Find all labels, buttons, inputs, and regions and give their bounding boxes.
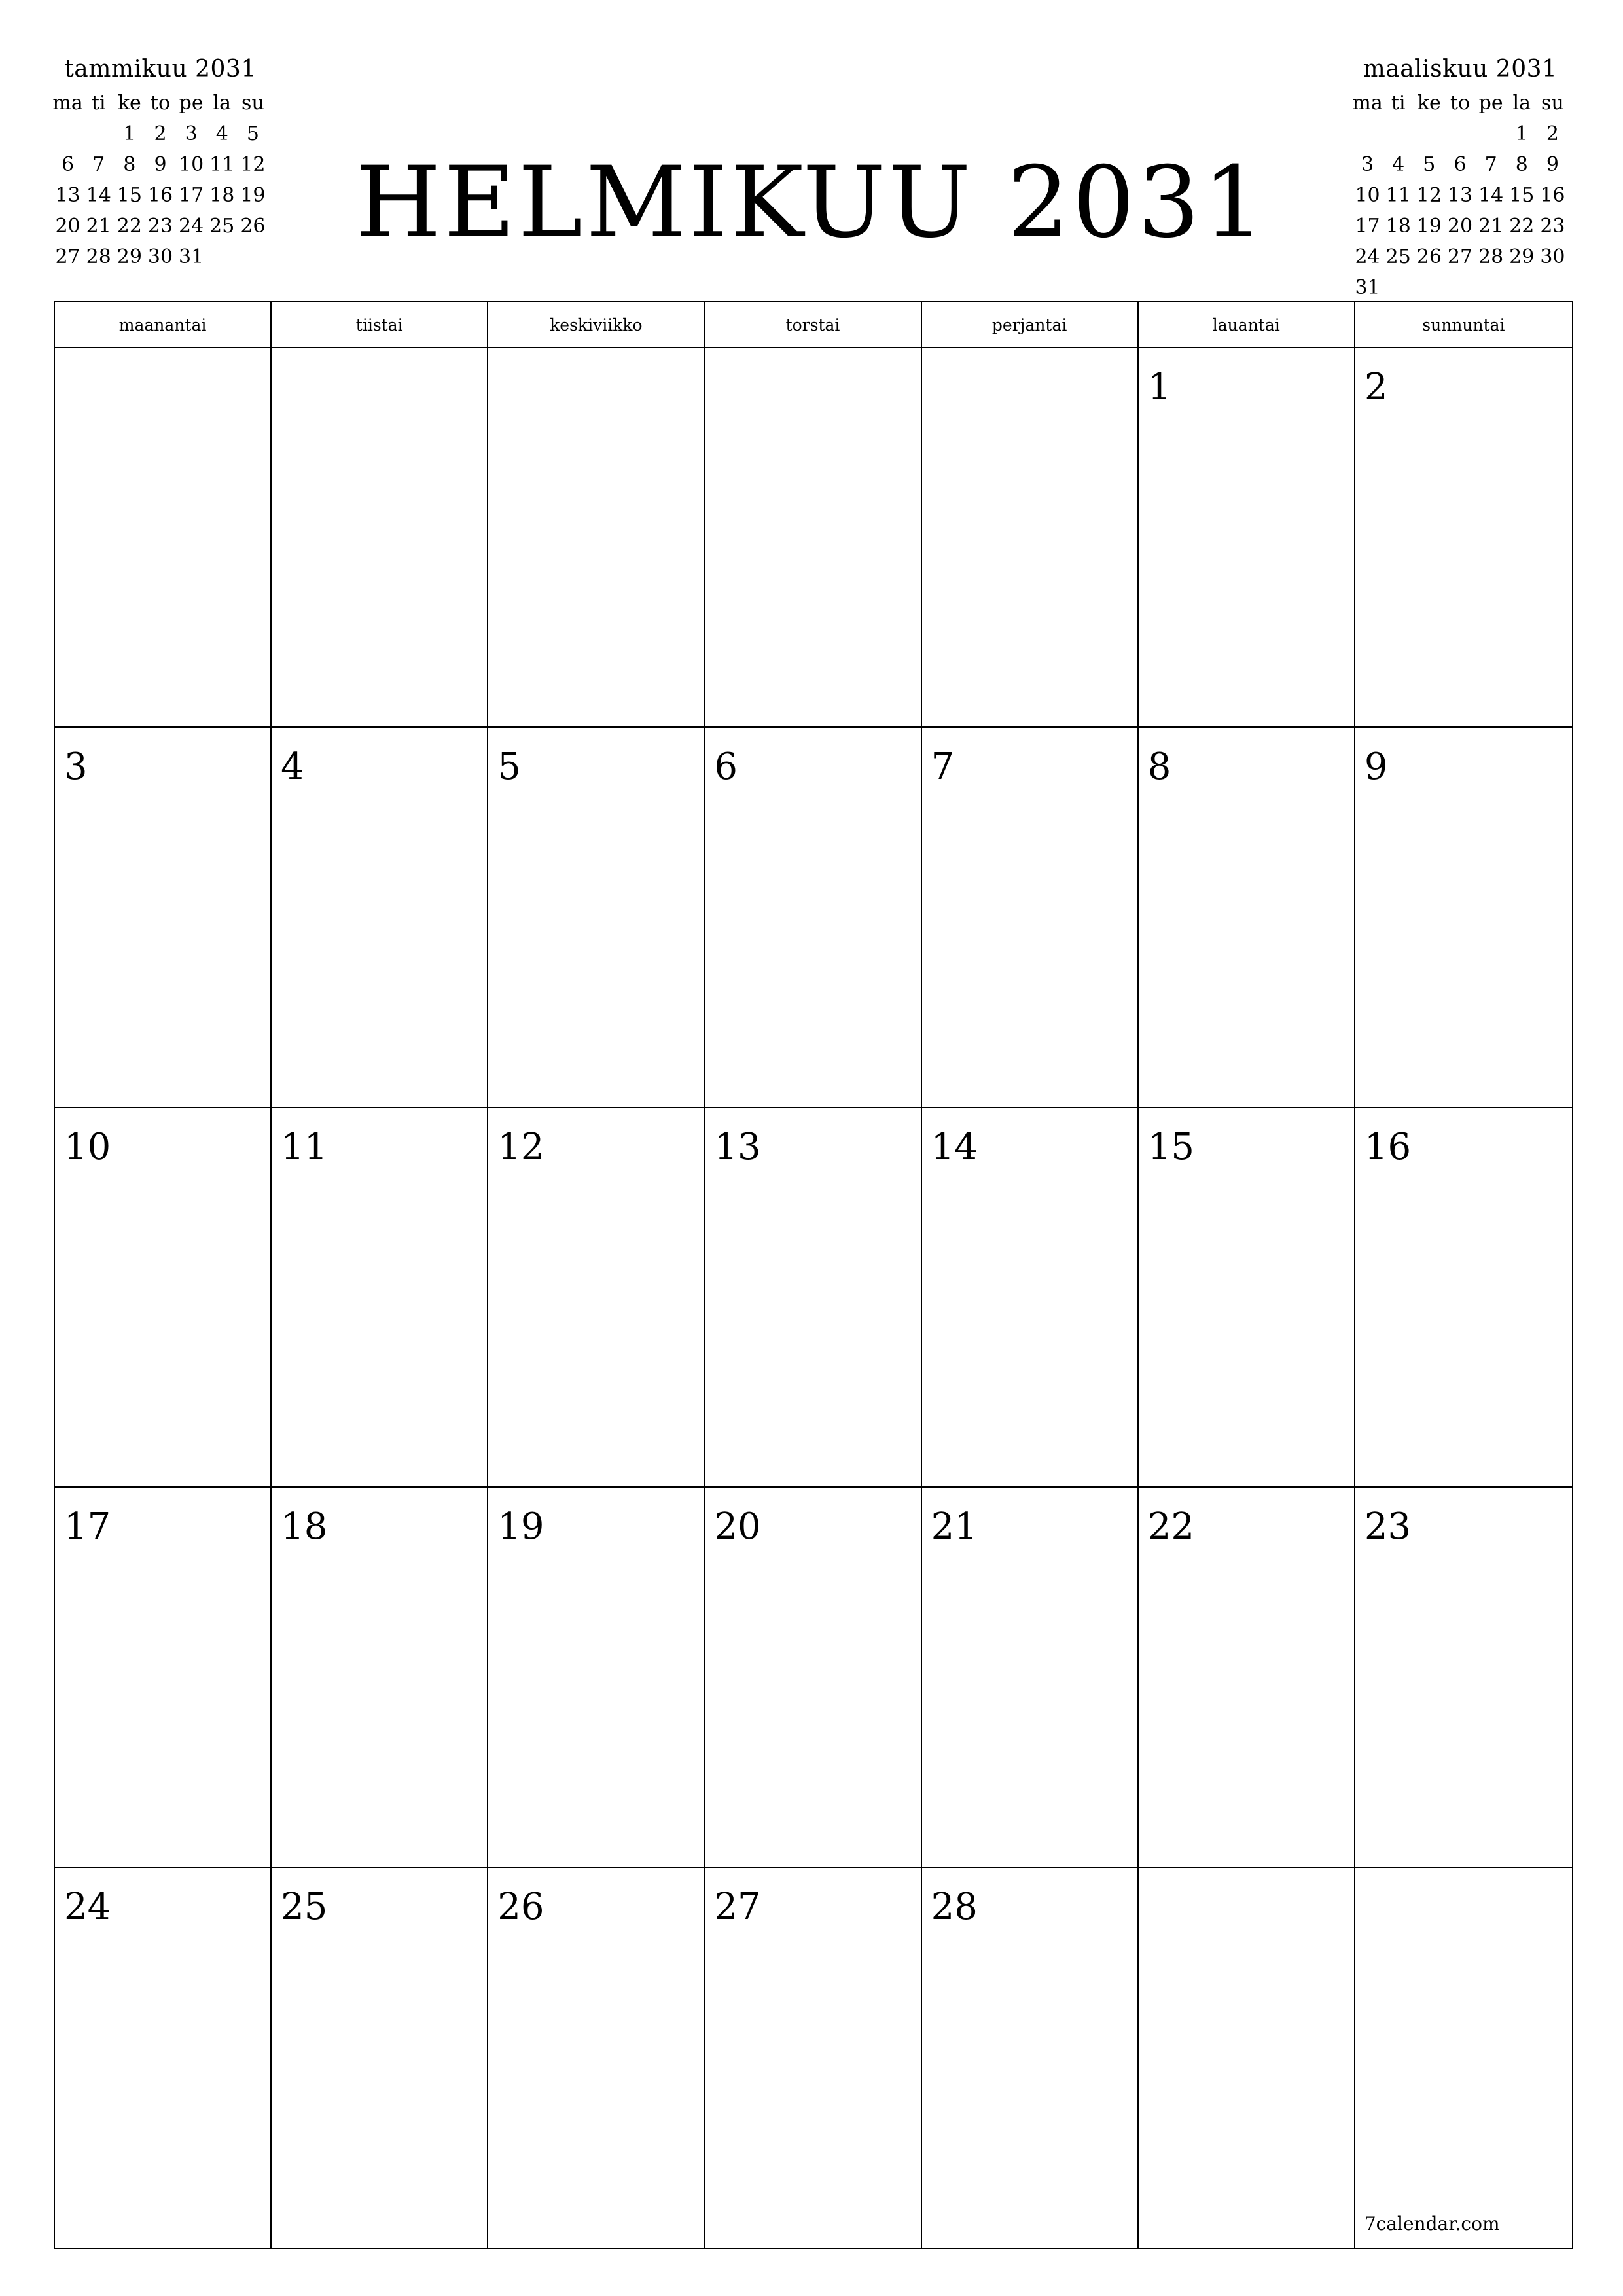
mini-day-number: 21 [1478,215,1504,238]
day-cell[interactable] [55,1488,272,1867]
day-cell[interactable] [922,1108,1139,1488]
mini-day-number: 29 [1509,245,1535,268]
day-cell[interactable] [1355,1488,1572,1867]
mini-day-number: 31 [1355,276,1380,299]
weekday-header: tiistai [272,302,488,348]
mini-day-number: 14 [86,184,111,207]
day-number: 4 [281,745,304,789]
mini-day-number [1476,272,1507,303]
mini-day-number: 7 [92,153,105,176]
weekday-header: perjantai [922,302,1139,348]
day-cell[interactable] [488,1108,705,1488]
mini-day-number [1537,272,1568,303]
mini-day-number: 30 [1540,245,1565,268]
mini-day-number: 30 [147,245,173,268]
mini-day-number: 24 [1355,245,1380,268]
day-cell[interactable] [488,728,705,1107]
mini-day-number [1507,272,1537,303]
day-number: 23 [1364,1505,1412,1549]
mini-calendar-title: tammikuu 2031 [64,56,257,82]
day-cell[interactable] [488,348,705,728]
day-cell[interactable] [1139,728,1355,1107]
mini-day-number [1414,272,1444,303]
mini-day-number: 11 [209,153,235,176]
mini-day-number: 5 [1423,153,1436,176]
mini-day-number: 18 [1385,215,1411,238]
day-number: 21 [931,1505,978,1549]
mini-day-number: 17 [1355,215,1380,238]
mini-day-number [1352,118,1383,149]
mini-day-number [1444,118,1475,149]
mini-weekday-label: su [1541,92,1564,115]
day-number: 24 [64,1885,111,1928]
mini-day-number: 24 [179,215,204,238]
day-cell[interactable] [1139,348,1355,728]
mini-day-number: 16 [1540,184,1565,207]
mini-day-number: 20 [55,215,80,238]
mini-weekday-label: to [150,92,171,115]
mini-day-number: 9 [154,153,167,176]
mini-day-number: 12 [240,153,266,176]
mini-day-number: 8 [1515,153,1528,176]
mini-day-number: 25 [1385,245,1411,268]
day-number: 13 [714,1125,761,1168]
mini-weekday-label: ma [52,92,83,115]
mini-day-number: 3 [185,122,198,145]
mini-day-number: 26 [240,215,266,238]
day-number: 18 [281,1505,328,1549]
mini-day-number: 4 [215,122,228,145]
mini-day-number: 20 [1447,215,1473,238]
mini-day-number: 11 [1385,184,1411,207]
day-cell[interactable] [1139,1108,1355,1488]
day-cell[interactable] [272,1488,488,1867]
mini-calendar-next-month [1352,51,1568,303]
mini-day-number: 12 [1416,184,1442,207]
mini-day-number: 29 [116,245,142,268]
mini-day-number [1383,118,1414,149]
day-number: 25 [281,1885,328,1928]
mini-day-number [1414,118,1444,149]
day-cell[interactable] [1139,1488,1355,1867]
day-number: 12 [497,1125,544,1168]
mini-day-number: 26 [1416,245,1442,268]
day-number: 27 [714,1885,761,1928]
mini-day-number: 6 [1454,153,1467,176]
day-number: 10 [64,1125,111,1168]
day-number: 3 [64,745,88,789]
day-number: 26 [497,1885,544,1928]
mini-day-number: 27 [1447,245,1473,268]
day-number: 7 [931,745,955,789]
mini-day-number [1444,272,1475,303]
mini-day-number: 7 [1484,153,1497,176]
day-number: 9 [1364,745,1388,789]
mini-calendar-weekdays [1352,88,1568,118]
mini-day-number: 9 [1546,153,1559,176]
day-cell[interactable] [488,1488,705,1867]
weekday-header: sunnuntai [1355,302,1572,348]
day-cell[interactable] [1355,348,1572,728]
mini-day-number: 17 [179,184,204,207]
day-number: 1 [1147,366,1171,408]
mini-weekday-label: ke [1417,92,1441,115]
mini-weekday-label: to [1450,92,1471,115]
mini-weekday-label: pe [179,92,204,115]
mini-day-number: 14 [1478,184,1504,207]
day-cell[interactable] [1355,1868,1572,2248]
day-cell[interactable] [272,728,488,1107]
mini-day-number: 28 [1478,245,1504,268]
page-title: HELMIKUU 2031 [355,146,1268,260]
mini-day-number: 13 [55,184,80,207]
day-cell[interactable] [55,1868,272,2248]
day-cell[interactable] [488,1868,705,2248]
weekday-header: keskiviikko [488,302,705,348]
mini-calendar-days [1352,118,1568,303]
mini-day-number: 31 [179,245,204,268]
day-number: 16 [1364,1125,1412,1168]
day-number: 28 [931,1885,978,1928]
day-cell[interactable] [922,728,1139,1107]
day-cell[interactable] [705,348,921,728]
day-cell[interactable] [55,728,272,1107]
day-cell[interactable] [272,1108,488,1488]
mini-day-number: 5 [246,122,259,145]
mini-day-number: 1 [123,122,136,145]
mini-day-number: 10 [179,153,204,176]
day-number: 11 [281,1125,328,1168]
mini-weekday-label: ti [91,92,106,115]
day-number: 14 [931,1125,978,1168]
mini-day-number: 4 [1392,153,1405,176]
mini-weekday-label: la [213,92,232,115]
weekday-header: lauantai [1139,302,1355,348]
day-cell[interactable] [1355,728,1572,1107]
mini-day-number: 10 [1355,184,1380,207]
day-number: 17 [64,1505,111,1549]
day-number: 15 [1147,1125,1194,1168]
day-cell[interactable] [1139,1868,1355,2248]
day-cell[interactable] [705,1488,921,1867]
mini-day-number: 22 [116,215,142,238]
day-cell[interactable] [705,728,921,1107]
day-cell[interactable] [922,348,1139,728]
day-cell[interactable] [55,1108,272,1488]
day-number: 22 [1147,1505,1194,1549]
mini-day-number: 21 [86,215,111,238]
day-number: 6 [714,745,738,789]
mini-day-number: 3 [1361,153,1374,176]
day-cell[interactable] [272,1868,488,2248]
mini-day-number: 8 [123,153,136,176]
day-cell[interactable] [705,1108,921,1488]
footer-site-link[interactable]: 7calendar.com [1364,2213,1500,2234]
mini-day-number: 19 [240,184,266,207]
mini-weekday-label: ma [1352,92,1383,115]
day-number: 8 [1147,745,1171,789]
mini-day-number: 28 [86,245,111,268]
mini-day-number: 6 [62,153,75,176]
mini-day-number: 16 [147,184,173,207]
mini-day-number: 15 [1509,184,1535,207]
mini-weekday-label: ke [117,92,141,115]
mini-day-number [1476,118,1507,149]
weekday-header: maanantai [55,302,272,348]
day-cell[interactable] [922,1868,1139,2248]
day-cell[interactable] [55,348,272,728]
mini-day-number: 19 [1416,215,1442,238]
mini-day-number [1383,272,1414,303]
mini-weekday-label: la [1512,92,1531,115]
mini-day-number: 2 [1546,122,1559,145]
mini-day-number: 15 [116,184,142,207]
mini-day-number: 13 [1447,184,1473,207]
mini-day-number: 27 [55,245,80,268]
mini-day-number: 25 [209,215,235,238]
month-calendar-grid [54,301,1573,2249]
mini-weekday-label: pe [1478,92,1503,115]
mini-day-number: 1 [1515,122,1528,145]
mini-day-number: 22 [1509,215,1535,238]
day-number: 2 [1364,366,1388,408]
mini-weekday-label: ti [1391,92,1406,115]
mini-day-number: 23 [147,215,173,238]
day-number: 20 [714,1505,761,1549]
weekday-header: torstai [705,302,921,348]
day-cell[interactable] [922,1488,1139,1867]
mini-day-number: 2 [154,122,167,145]
mini-calendar-weekdays [52,88,268,118]
mini-calendar-title: maaliskuu 2031 [1363,56,1558,82]
day-cell[interactable] [705,1868,921,2248]
mini-day-number: 23 [1540,215,1565,238]
day-cell[interactable] [272,348,488,728]
day-number: 5 [497,745,521,789]
day-cell[interactable] [1355,1108,1572,1488]
mini-day-number: 18 [209,184,235,207]
mini-weekday-label: su [241,92,264,115]
day-number: 19 [497,1505,544,1549]
